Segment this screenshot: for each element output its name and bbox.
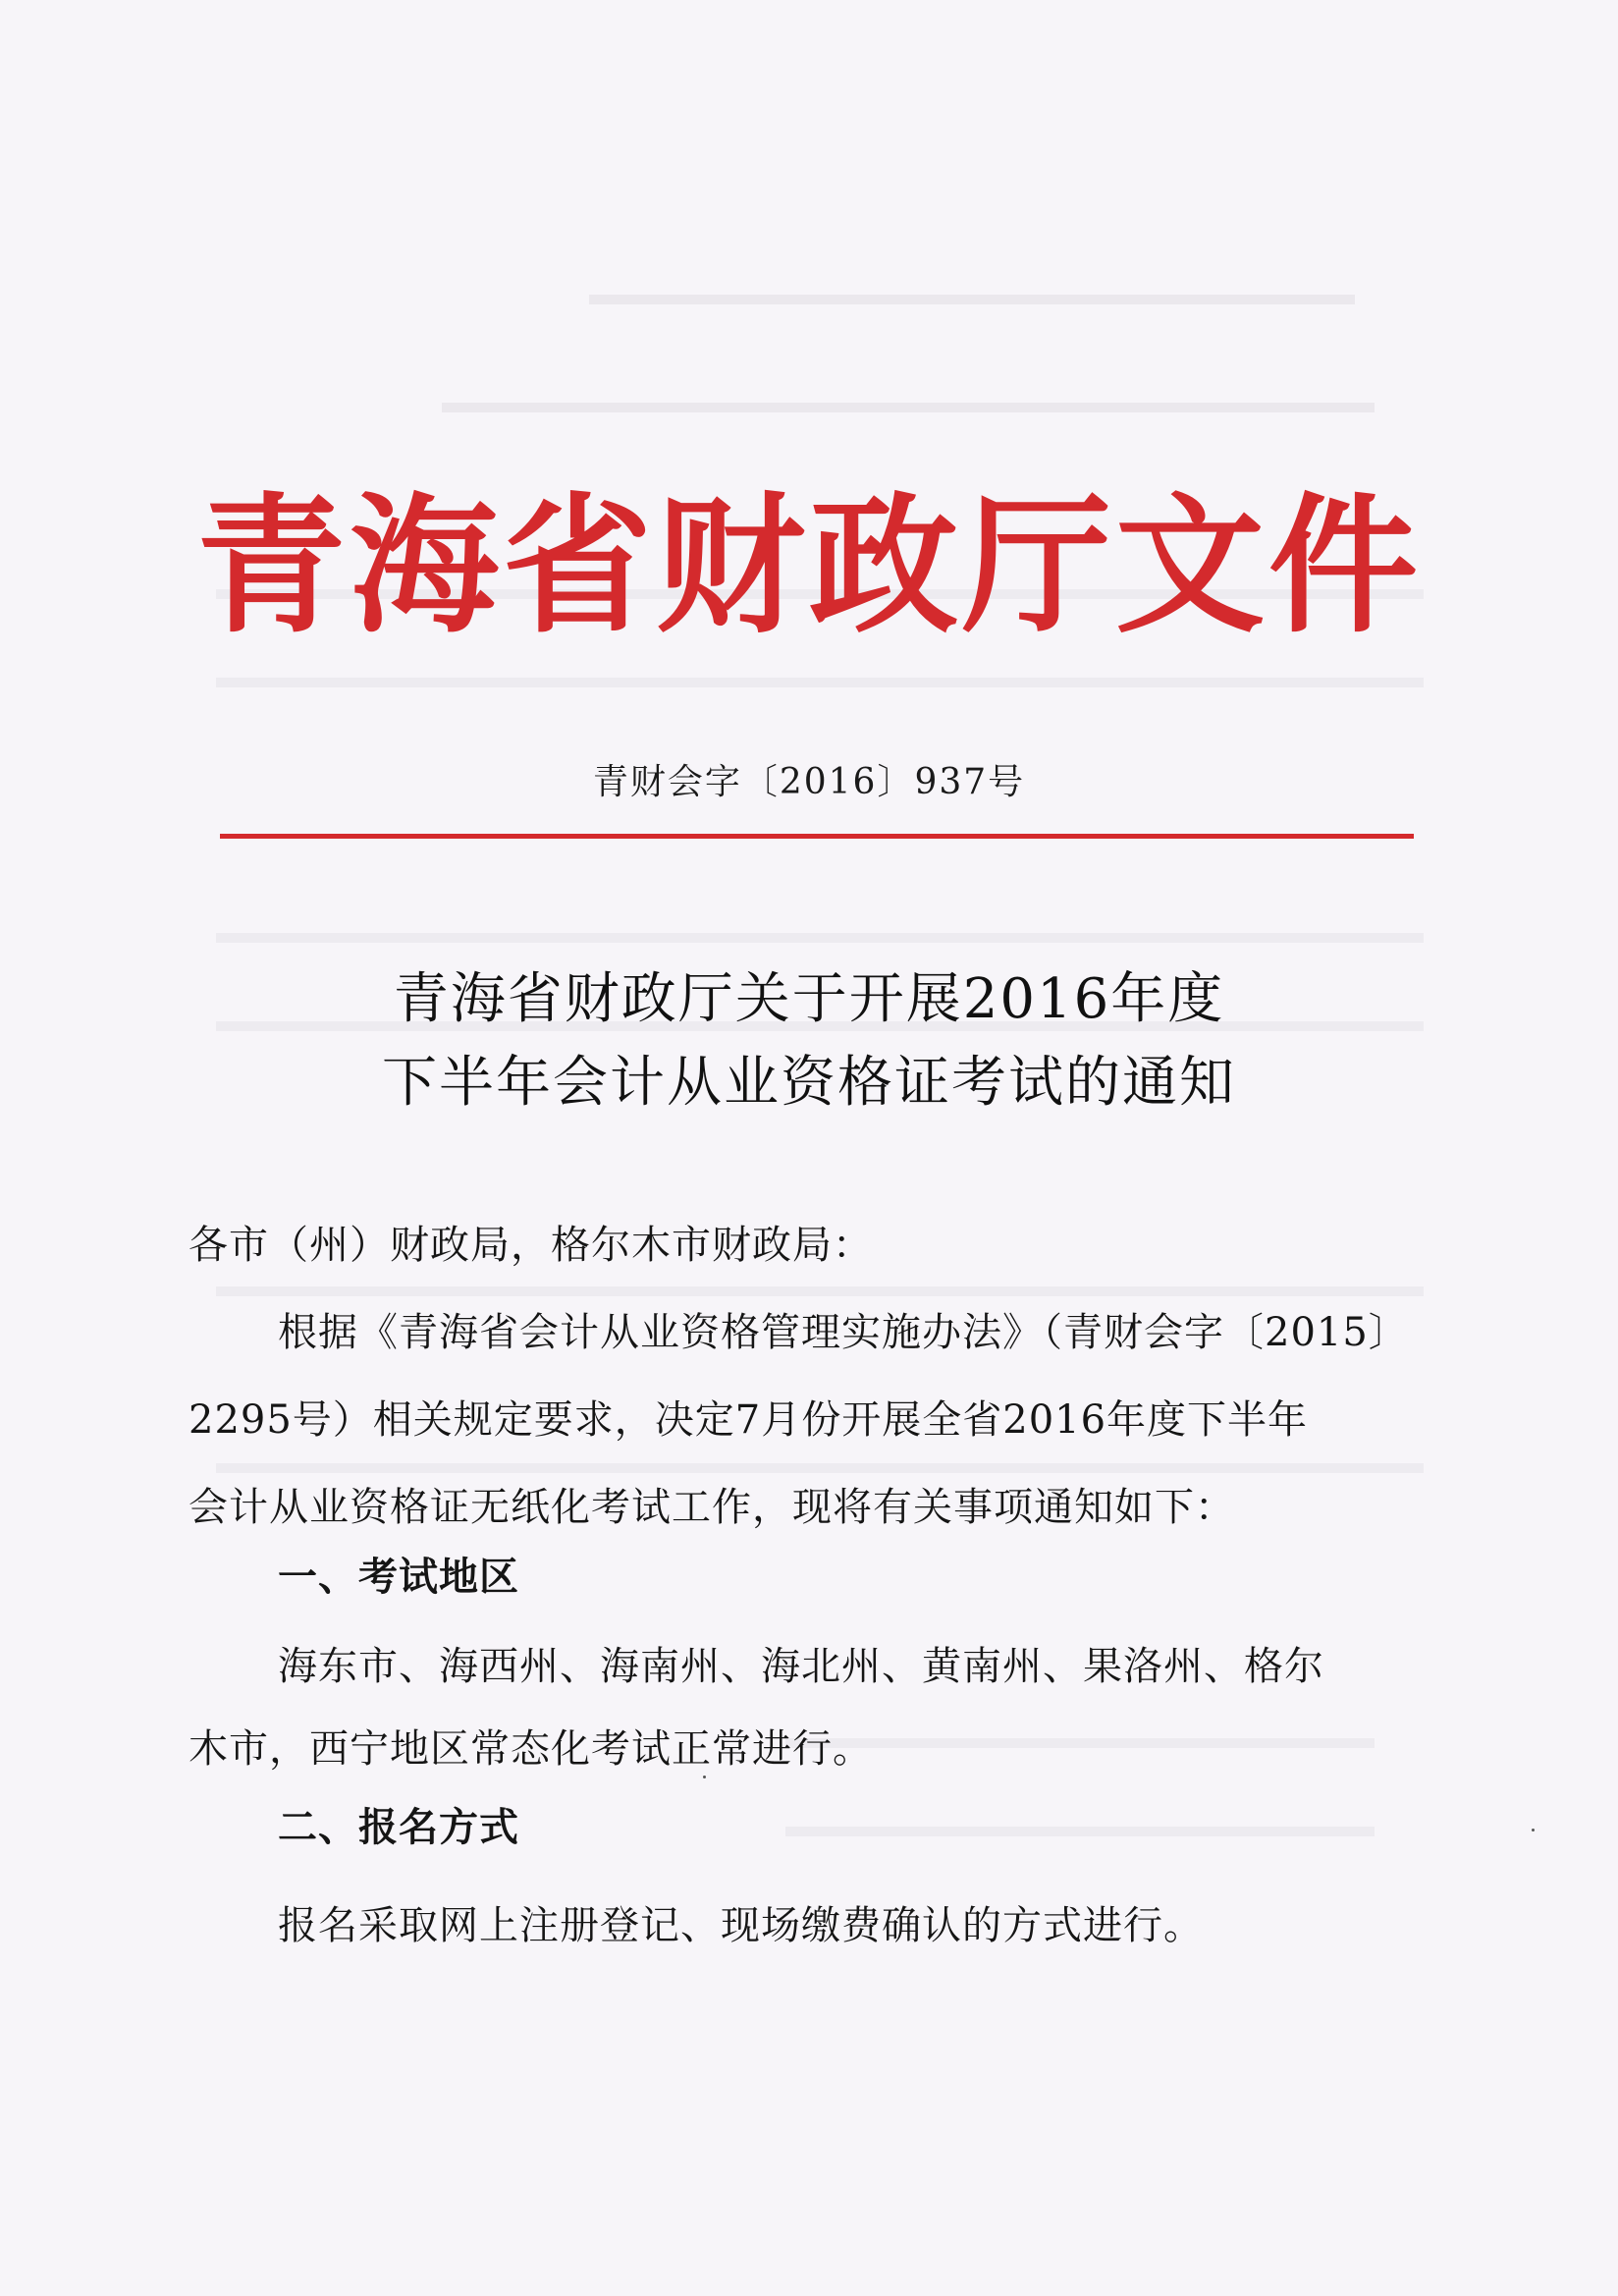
paragraph-line: 报名采取网上注册登记、现场缴费确认的方式进行。 xyxy=(278,1903,1204,1948)
bleed-through-mark xyxy=(216,1463,1424,1473)
section-heading-exam-regions: 一、考试地区 xyxy=(278,1554,519,1600)
document-number: 青财会字〔2016〕937号 xyxy=(592,762,1026,802)
notice-title-line-2: 下半年会计从业资格证考试的通知 xyxy=(382,1051,1236,1115)
paragraph-line: 海东市、海西州、海南州、海北州、黄南州、果洛州、格尔 xyxy=(278,1644,1324,1689)
bleed-through-mark xyxy=(785,1827,1375,1836)
bleed-through-mark xyxy=(442,403,1375,412)
bleed-through-mark xyxy=(216,933,1424,943)
paragraph-line: 2295号）相关规定要求，决定7月份开展全省2016年度下半年 xyxy=(189,1397,1309,1443)
paragraph-line: 根据《青海省会计从业资格管理实施办法》（青财会字〔2015〕 xyxy=(278,1310,1409,1355)
letterhead-red-rule xyxy=(220,834,1414,839)
paragraph-line: 会计从业资格证无纸化考试工作，现将有关事项通知如下： xyxy=(189,1485,1235,1530)
notice-title-line-1: 青海省财政厅关于开展2016年度 xyxy=(393,967,1225,1031)
salutation: 各市（州）财政局，格尔木市财政局： xyxy=(189,1223,873,1268)
bleed-through-mark xyxy=(785,1738,1375,1748)
scan-speck xyxy=(1532,1829,1535,1831)
bleed-through-mark xyxy=(216,678,1424,687)
letterhead-title: 青海省财政厅文件 xyxy=(196,477,1422,653)
bleed-through-mark xyxy=(589,295,1355,304)
scan-speck xyxy=(703,1776,706,1778)
section-heading-registration: 二、报名方式 xyxy=(278,1804,519,1850)
bleed-through-mark xyxy=(216,1286,1424,1296)
paragraph-line: 木市，西宁地区常态化考试正常进行。 xyxy=(189,1726,873,1772)
